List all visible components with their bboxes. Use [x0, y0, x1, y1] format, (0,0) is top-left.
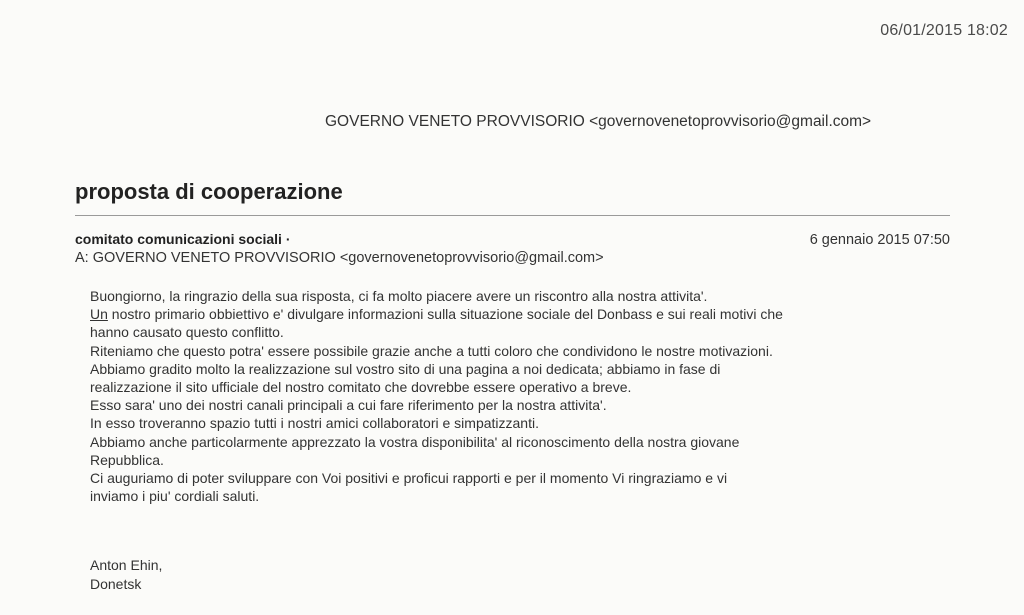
subject-divider [75, 215, 950, 216]
body-line: Riteniamo che questo potra' essere possibile grazie anche a tutti coloro che condividono le nostre motivazioni. [90, 342, 773, 359]
body-line: inviamo i piu' cordiali saluti. [90, 488, 260, 505]
body-line: In esso troveranno spazio tutti i nostri amici collaboratori e simpatizzanti. [90, 415, 539, 432]
body-line: Buongiorno, la ringrazio della sua risposta, ci fa molto piacere avere un riscontro alla nostra attivita'. [90, 288, 708, 304]
body-line [90, 305, 950, 323]
body-line: Esso sara' uno dei nostri canali principali a cui fare riferimento per la nostra attivita'. [90, 397, 607, 414]
message-signature [90, 556, 162, 593]
body-line: Abbiamo anche particolarmente apprezzato la vostra disponibilita' al riconoscimento della nostra giovane [90, 433, 740, 450]
account-line: GOVERNO VENETO PROVVISORIO <governovenetoprovvisorio@gmail.com> [325, 113, 872, 130]
message-recipient: A: GOVERNO VENETO PROVVISORIO <governovenetoprovvisorio@gmail.com> [75, 250, 604, 266]
body-line-rest: nostro primario obbiettivo e' divulgare informazioni sulla situazione sociale del Donbass e sui reali motivi che [107, 306, 783, 323]
body-line: Repubblica. [90, 451, 164, 468]
body-line: Ci auguriamo di poter sviluppare con Voi positivi e proficui rapporti e per il momento Vi ringraziamo e vi [90, 470, 728, 487]
body-line: Abbiamo gradito molto la realizzazione sul vostro sito di una pagina a noi dedicata; abbiamo in fase di [90, 360, 721, 377]
signature-location: Donetsk [90, 575, 142, 592]
message-date: 6 gennaio 2015 07:50 [809, 232, 950, 248]
signature-name: Anton Ehin, [90, 557, 163, 573]
message-subject: proposta di cooperazione [75, 179, 343, 204]
print-timestamp: 06/01/2015 18:02 [880, 22, 1008, 39]
message-sender: comitato comunicazioni sociali · [75, 231, 291, 247]
body-line: hanno causato questo conflitto. [90, 324, 284, 341]
message-body [90, 287, 950, 505]
body-line: realizzazione il sito ufficiale del nostro comitato che dovrebbe essere operativo a breve. [90, 379, 632, 396]
body-underlined-word: Un [90, 306, 108, 323]
